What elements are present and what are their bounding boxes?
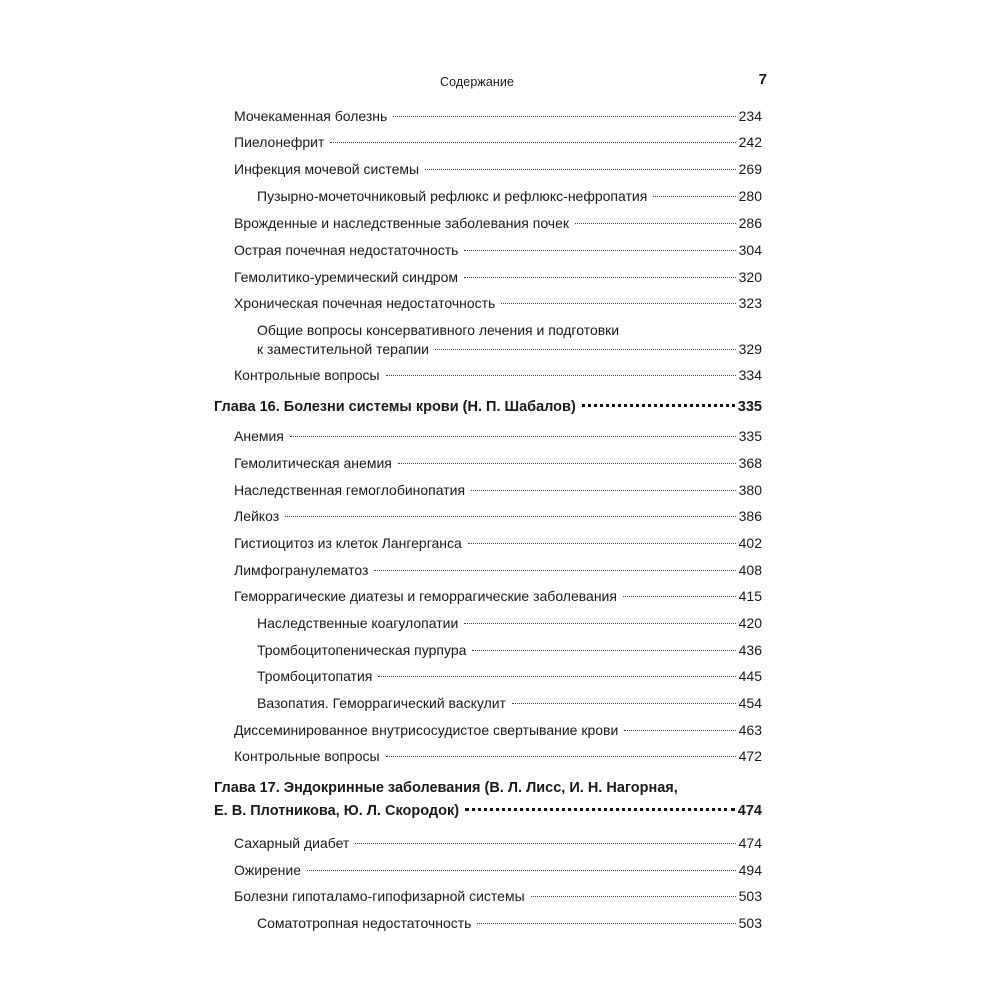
- page-number: 7: [758, 71, 767, 88]
- toc-entry-title: Гемолитическая анемия: [234, 455, 392, 471]
- toc-entry-page: 335: [738, 428, 762, 444]
- toc-entry-page: 420: [738, 615, 762, 631]
- toc-entry-page: 323: [738, 295, 762, 311]
- toc-entry-title: Наследственные коагулопатии: [257, 615, 459, 631]
- toc-entry-title: Лимфогранулематоз: [234, 562, 369, 578]
- toc-entry-title: Геморрагические диатезы и геморрагические заболевания: [234, 588, 617, 604]
- toc-entry: [0, 242, 762, 259]
- dot-leader: [464, 277, 736, 278]
- toc-entry-page: 408: [738, 562, 762, 578]
- dot-leader: [285, 516, 736, 517]
- toc-entry-page: 474: [738, 835, 762, 851]
- toc-entry: [0, 428, 762, 445]
- toc-entry: [0, 295, 762, 312]
- toc-entry: [0, 888, 762, 905]
- toc-entry-title: Пиелонефрит: [234, 134, 325, 150]
- toc-entry: [0, 367, 762, 384]
- toc-entry-title: Мочекаменная болезнь: [234, 108, 388, 124]
- toc-entry-page: 286: [738, 215, 762, 231]
- toc-entry-page: 304: [738, 242, 762, 258]
- dot-leader: [464, 250, 735, 251]
- toc-entry-page: 494: [738, 862, 762, 878]
- chapter-heading: [0, 778, 762, 821]
- toc-subentry: [0, 695, 762, 712]
- dot-leader: [472, 650, 735, 651]
- toc-entry-title: Диссеминированное внутрисосудистое свертывание крови: [234, 722, 619, 738]
- toc-entry: [0, 562, 762, 579]
- toc-entry: [0, 269, 762, 286]
- chapter-page: 335: [737, 399, 762, 415]
- toc-subentry: [0, 188, 762, 205]
- toc-entry-page: 454: [738, 695, 762, 711]
- dot-leader: [435, 349, 736, 350]
- toc-entry-title: Пузырно-мочеточниковый рефлюкс и рефлюкс-нефропатия: [257, 188, 648, 204]
- toc-entry-title: Анемия: [234, 428, 284, 444]
- dot-leader: [468, 543, 736, 544]
- toc-entry-title: Гемолитико-уремический синдром: [234, 269, 458, 285]
- dot-leader: [531, 896, 736, 897]
- toc-entry: [0, 161, 762, 178]
- toc-entry: [0, 482, 762, 499]
- toc-entry-page: 402: [738, 535, 762, 551]
- dot-leader: [330, 142, 735, 143]
- toc-subentry: [0, 321, 762, 359]
- toc-entry: [0, 455, 762, 472]
- toc-entry-title: Вазопатия. Геморрагический васкулит: [257, 695, 506, 711]
- toc-entry-title: Ожирение: [234, 862, 301, 878]
- toc-entry-title: Болезни гипоталамо-гипофизарной системы: [234, 888, 525, 904]
- toc-entry-page: 445: [738, 668, 762, 684]
- chapter-heading: [0, 397, 762, 417]
- toc-entry-title: Контрольные вопросы: [234, 748, 380, 764]
- toc-entry-title-continued: к заместительной терапии: [257, 341, 429, 357]
- toc-subentry: [0, 615, 762, 632]
- dot-leader: [512, 703, 736, 704]
- dot-leader: [501, 303, 735, 304]
- toc-entry: [0, 134, 762, 151]
- toc-entry-title: Сахарный диабет: [234, 835, 350, 851]
- toc-entry-page: 380: [738, 482, 762, 498]
- toc-entry-title: Острая почечная недостаточность: [234, 242, 459, 258]
- toc-entry-title: Лейкоз: [234, 508, 280, 524]
- toc-entry: [0, 862, 762, 879]
- dot-leader: [355, 843, 735, 844]
- dot-leader: [623, 596, 736, 597]
- dot-leader: [290, 436, 736, 437]
- toc-subentry: [0, 668, 762, 685]
- dot-leader: [386, 375, 736, 376]
- toc-entry-page: 503: [738, 915, 762, 931]
- toc-subentry: [0, 642, 762, 659]
- toc-entry-page: 269: [738, 161, 762, 177]
- toc-entry-page: 234: [738, 108, 762, 124]
- chapter-page: 474: [737, 803, 762, 819]
- toc-entry-title: Врожденные и наследственные заболевания почек: [234, 215, 570, 231]
- toc-entry-page: 280: [738, 188, 762, 204]
- toc-entry-page: 320: [738, 269, 762, 285]
- toc-entry-page: 503: [738, 888, 762, 904]
- toc-entry-title: Хроническая почечная недостаточность: [234, 295, 496, 311]
- dot-leader: [374, 570, 735, 571]
- dot-leader: [477, 923, 735, 924]
- dot-leader: [464, 623, 735, 624]
- toc-subentry: [0, 915, 762, 932]
- toc-entry-title: Инфекция мочевой системы: [234, 161, 420, 177]
- toc-entry-page: 334: [738, 367, 762, 383]
- toc-entry: [0, 108, 762, 125]
- toc-entry-title: Гистиоцитоз из клеток Лангерганса: [234, 535, 462, 551]
- toc-entry: [0, 748, 762, 765]
- toc-entry-title: Соматотропная недостаточность: [257, 915, 472, 931]
- dot-leader: [307, 870, 736, 871]
- dot-leader: [653, 196, 735, 197]
- toc-entry-page: 368: [738, 455, 762, 471]
- dot-leader: [425, 169, 736, 170]
- toc-entry-title: Тромбоцитопеническая пурпура: [257, 642, 467, 658]
- toc-entry: [0, 508, 762, 525]
- chapter-title-continued: Е. В. Плотникова, Ю. Л. Скородок): [214, 803, 460, 819]
- toc-entry: [0, 722, 762, 739]
- toc-entry-page: 329: [738, 341, 762, 357]
- toc-entry: [0, 215, 762, 232]
- toc-entry-title: Контрольные вопросы: [234, 367, 380, 383]
- dot-leader: [624, 730, 735, 731]
- dot-leader: [378, 676, 735, 677]
- dot-leader: [575, 223, 736, 224]
- dot-leader: [393, 116, 735, 117]
- dot-leader: [398, 463, 736, 464]
- toc-entry: [0, 835, 762, 852]
- toc-entry: [0, 535, 762, 552]
- toc-entry-title: Наследственная гемоглобинопатия: [234, 482, 466, 498]
- toc-entry-page: 472: [738, 748, 762, 764]
- dot-leader: [465, 808, 735, 811]
- toc-entry-page: 463: [738, 722, 762, 738]
- toc-entry-page: 436: [738, 642, 762, 658]
- dot-leader: [471, 490, 736, 491]
- chapter-title: Глава 17. Эндокринные заболевания (В. Л. Лисс, И. Н. Нагорная,: [214, 780, 678, 796]
- dot-leader: [582, 404, 735, 407]
- toc-entry-page: 386: [738, 508, 762, 524]
- toc-entry-title: Тромбоцитопатия: [257, 668, 373, 684]
- toc-entry-page: 415: [738, 588, 762, 604]
- toc-entry-title: Общие вопросы консервативного лечения и подготовки: [257, 322, 620, 338]
- toc-entry: [0, 588, 762, 605]
- toc-entry-page: 242: [738, 134, 762, 150]
- dot-leader: [386, 756, 736, 757]
- chapter-title: Глава 16. Болезни системы крови (Н. П. Шабалов): [214, 399, 576, 415]
- running-title: Содержание: [440, 75, 515, 89]
